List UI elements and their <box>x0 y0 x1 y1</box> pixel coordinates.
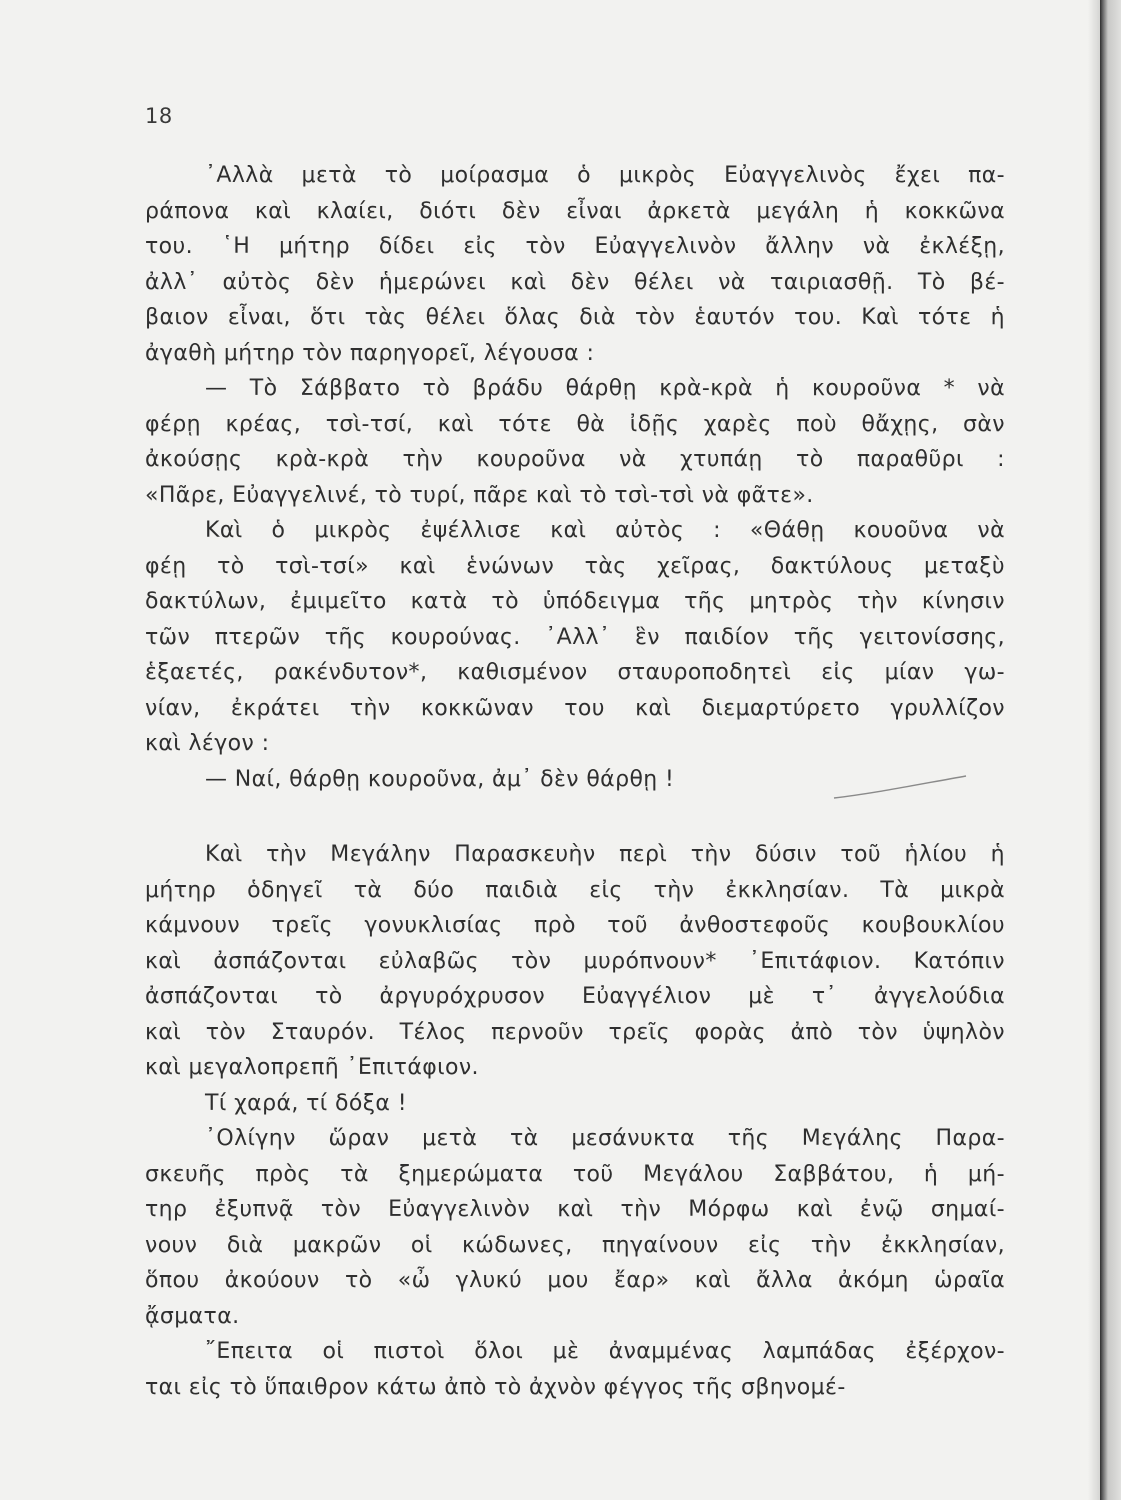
book-spine-edge <box>1100 0 1121 1500</box>
text-line: Καὶ τὴν Μεγάλην Παρασκευὴν περὶ τὴν δύσιν τοῦ ἡλίου ἡ <box>205 842 1005 867</box>
text-line: ἀσπάζονται τὸ ἀργυρόχρυσον Εὐαγγέλιον μὲ τ᾿ ἀγγελούδια <box>145 984 1005 1009</box>
text-line: ται εἰς τὸ ὕπαιθρον κάτω ἀπὸ τὸ ἀχνὸν φέγγος τῆς σβηνομέ- <box>145 1374 846 1400</box>
text-line: — Ναί, θάρθῃ κουροῦνα, ἀμ᾿ δὲν θάρθῃ ! <box>205 766 675 792</box>
text-line: μήτηρ ὁδηγεῖ τὰ δύο παιδιὰ εἰς τὴν ἐκκλησίαν. Τὰ μικρὰ <box>145 877 1005 903</box>
paragraph <box>145 1121 1005 1334</box>
text-line: τηρ ἐξυπνᾷ τὸν Εὐαγγελινὸν καὶ τὴν Μόρφω καὶ ἐνῷ σημαί- <box>145 1197 1005 1222</box>
paragraph <box>145 1086 1005 1122</box>
text-line: καὶ μεγαλοπρεπῆ ᾿Επιτάφιον. <box>145 1055 479 1080</box>
text-line: ἀκούσῃς κρὰ-κρὰ τὴν κουροῦνα νὰ χτυπάῃ τὸ παραθῦρι : <box>145 447 1005 472</box>
paragraph <box>145 1334 1005 1405</box>
text-line: ἑξαετές, ρακένδυτον*, καθισμένον σταυροποδητεὶ εἰς μίαν γω- <box>145 660 1005 685</box>
paragraph <box>145 837 1005 1086</box>
text-line: ὅπου ἀκούουν τὸ «ὦ γλυκύ μου ἔαρ» καὶ ἄλλα ἀκόμη ὡραῖα <box>145 1268 1005 1293</box>
text-line: καὶ τὸν Σταυρόν. Τέλος περνοῦν τρεῖς φορὰς ἀπὸ τὸν ὑψηλὸν <box>145 1019 1005 1045</box>
text-line: του. ῾Η μήτηρ δίδει εἰς τὸν Εὐαγγελινὸν ἄλλην νὰ ἐκλέξῃ, <box>145 234 1005 259</box>
pencil-mark <box>830 770 970 810</box>
text-line: ῎Επειτα οἱ πιστοὶ ὅλοι μὲ ἀναμμένας λαμπάδας ἐξέρχον- <box>205 1339 1005 1364</box>
text-line: σκευῆς πρὸς τὰ ξημερώματα τοῦ Μεγάλου Σαββάτου, ἡ μή- <box>145 1161 1005 1187</box>
text-line: φέρῃ κρέας, τσὶ-τσί, καὶ τότε θὰ ἰδῇς χαρὲς ποὺ θἄχῃς, σὰν <box>145 411 1005 437</box>
text-line: δακτύλων, ἐμιμεῖτο κατὰ τὸ ὑπόδειγμα τῆς μητρὸς τὴν κίνησιν <box>145 589 1005 614</box>
text-line: ᾿Ολίγην ὥραν μετὰ τὰ μεσάνυκτα τῆς Μεγάλης Παρα- <box>205 1126 1005 1151</box>
text-line: νίαν, ἐκράτει τὴν κοκκῶναν του καὶ διεμαρτύρετο γρυλλίζον <box>145 695 1005 721</box>
text-line: κάμνουν τρεῖς γονυκλισίας πρὸ τοῦ ἀνθοστεφοῦς κουβουκλίου <box>145 913 1005 938</box>
text-line: καὶ λέγον : <box>145 731 270 756</box>
text-line: νουν διὰ μακρῶν οἱ κώδωνες, πηγαίνουν εἰς τὴν ἐκκλησίαν, <box>145 1232 1005 1258</box>
page-number: 18 <box>145 104 173 128</box>
text-line: τῶν πτερῶν τῆς κουρούνας. ᾿Αλλ᾿ ἓν παιδίον τῆς γειτονίσσης, <box>145 624 1005 650</box>
text-line: βαιον εἶναι, ὅτι τὰς θέλει ὅλας διὰ τὸν ἑαυτόν του. Καὶ τότε ἡ <box>145 305 1005 330</box>
text-line: ράπονα καὶ κλαίει, διότι δὲν εἶναι ἀρκετὰ μεγάλη ἡ κοκκῶνα <box>145 198 1005 224</box>
text-line: ᾿Αλλὰ μετὰ τὸ μοίρασμα ὁ μικρὸς Εὐαγγελινὸς ἔχει πα- <box>205 163 1005 188</box>
paragraph <box>145 371 1005 513</box>
paragraph <box>145 158 1005 371</box>
text-line: Καὶ ὁ μικρὸς ἐψέλλισε καὶ αὐτὸς : «Θάθῃ κουοῦνα νὰ <box>205 518 1005 543</box>
text-line: ἀγαθὴ μήτηρ τὸν παρηγορεῖ, λέγουσα : <box>145 340 595 366</box>
paragraph <box>145 513 1005 762</box>
text-line: ἀλλ᾿ αὐτὸς δὲν ἡμερώνει καὶ δὲν θέλει νὰ ταιριασθῇ. Τὸ βέ- <box>145 269 1005 295</box>
text-line: καὶ ἀσπάζονται εὐλαβῶς τὸν μυρόπνουν* ᾿Επιτάφιον. Κατόπιν <box>145 948 1005 974</box>
page-fold-shadow <box>1088 0 1100 1500</box>
text-line: ᾄσματα. <box>145 1303 240 1329</box>
text-line: φέῃ τὸ τσὶ-τσί» καὶ ἑνώνων τὰς χεῖρας, δακτύλους μεταξὺ <box>145 553 1005 579</box>
text-line: — Τὸ Σάββατο τὸ βράδυ θάρθῃ κρὰ-κρὰ ἡ κουροῦνα * νὰ <box>205 376 1005 401</box>
text-line: «Πᾶρε, Εὐαγγελινέ, τὸ τυρί, πᾶρε καὶ τὸ τσὶ-τσὶ νὰ φᾶτε». <box>145 482 814 508</box>
text-line: Τί χαρά, τί δόξα ! <box>205 1090 407 1116</box>
